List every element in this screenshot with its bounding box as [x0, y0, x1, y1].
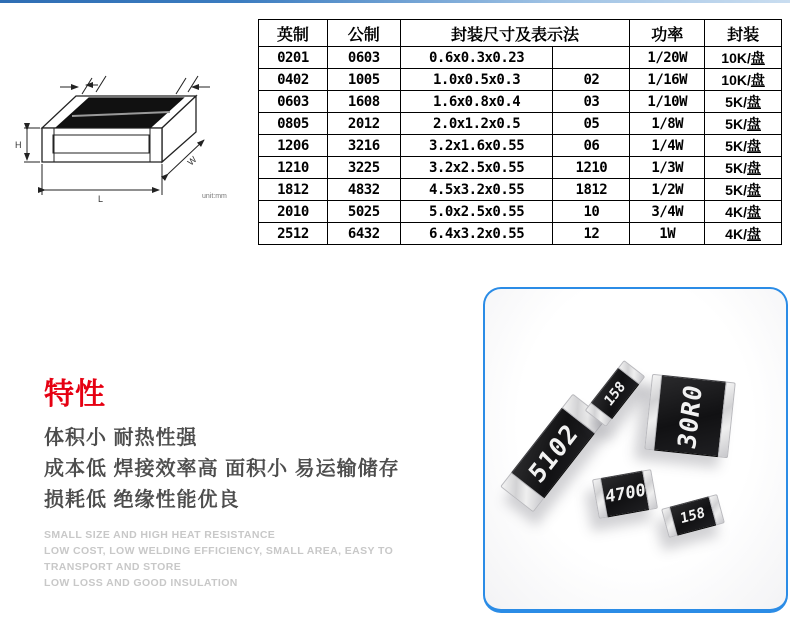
chip-marking: 30R0 [672, 380, 708, 452]
spec-cell-size: 1.6x0.8x0.4 [400, 91, 553, 113]
spec-cell-metric: 6432 [327, 223, 400, 245]
spec-cell-power: 1/8W [630, 113, 705, 135]
spec-cell-size: 5.0x2.5x0.55 [400, 201, 553, 223]
resistor-chip [644, 374, 735, 458]
spec-cell-imperial: 2512 [259, 223, 328, 245]
chip-marking: 158 [601, 377, 629, 410]
diagram-label-width: W [185, 154, 199, 168]
spec-cell-power: 1/16W [630, 69, 705, 91]
spec-cell-package: 10K/盘 [705, 69, 782, 91]
spec-row [259, 157, 782, 179]
spec-cell-power: 1W [630, 223, 705, 245]
spec-cell-package: 10K/盘 [705, 47, 782, 69]
spec-cell-metric: 3225 [327, 157, 400, 179]
spec-cell-package: 5K/盘 [705, 135, 782, 157]
feature-line-en: SMALL SIZE AND HIGH HEAT RESISTANCE [44, 529, 276, 541]
col-header-metric: 公制 [327, 20, 400, 47]
feature-line-cn: 体积小 耐热性强 [44, 427, 198, 449]
spec-cell-package: 5K/盘 [705, 179, 782, 201]
spec-cell-imperial: 0402 [259, 69, 328, 91]
spec-cell-metric: 5025 [327, 201, 400, 223]
col-header-package: 封装 [705, 20, 782, 47]
spec-cell-package: 4K/盘 [705, 223, 782, 245]
spec-cell-metric: 1005 [327, 69, 400, 91]
resistor-chip [661, 494, 725, 538]
resistor-chip [585, 360, 646, 427]
spec-cell-size: 4.5x3.2x0.55 [400, 179, 553, 201]
spec-cell-code: 06 [553, 135, 630, 157]
spec-cell-package: 5K/盘 [705, 157, 782, 179]
col-header-imperial: 英制 [259, 20, 328, 47]
resistor-chip [592, 469, 658, 519]
feature-line-cn: 成本低 焊接效率高 面积小 易运输储存 [44, 458, 400, 480]
resistor-photo [483, 287, 788, 613]
spec-cell-metric: 1608 [327, 91, 400, 113]
feature-line-en: LOW LOSS AND GOOD INSULATION [44, 577, 238, 589]
spec-cell-imperial: 1812 [259, 179, 328, 201]
spec-cell-size: 6.4x3.2x0.55 [400, 223, 553, 245]
diagram-label-length: L [98, 194, 104, 204]
spec-cell-package: 5K/盘 [705, 113, 782, 135]
feature-line-en: LOW COST, LOW WELDING EFFICIENCY, SMALL AREA, EASY TO TRANSPORT AND STORE [44, 545, 394, 573]
spec-cell-imperial: 1210 [259, 157, 328, 179]
spec-cell-package: 5K/盘 [705, 91, 782, 113]
diagram-label-unit: unit:mm [202, 193, 227, 200]
spec-table-body [259, 47, 782, 245]
spec-cell-power: 1/2W [630, 179, 705, 201]
spec-cell-power: 1/20W [630, 47, 705, 69]
spec-cell-size: 3.2x2.5x0.55 [400, 157, 553, 179]
spec-cell-metric: 4832 [327, 179, 400, 201]
spec-row [259, 47, 782, 69]
spec-cell-code: 1210 [553, 157, 630, 179]
chip-marking: 158 [679, 504, 707, 528]
spec-cell-imperial: 2010 [259, 201, 328, 223]
col-header-power: 功率 [630, 20, 705, 47]
spec-cell-imperial: 1206 [259, 135, 328, 157]
spec-cell-imperial: 0201 [259, 47, 328, 69]
chip-marking: 5102 [522, 417, 584, 489]
spec-cell-code: 03 [553, 91, 630, 113]
spec-header-row [259, 20, 782, 47]
spec-cell-code: 12 [553, 223, 630, 245]
spec-cell-size: 0.6x0.3x0.23 [400, 47, 553, 69]
feature-line-cn: 损耗低 绝缘性能优良 [44, 489, 240, 511]
spec-cell-power: 1/10W [630, 91, 705, 113]
spec-row [259, 223, 782, 245]
chip-marking: 4700 [604, 480, 646, 508]
spec-cell-size: 1.0x0.5x0.3 [400, 69, 553, 91]
spec-cell-size: 3.2x1.6x0.55 [400, 135, 553, 157]
spec-row [259, 179, 782, 201]
spec-cell-code: 02 [553, 69, 630, 91]
spec-cell-code: 10 [553, 201, 630, 223]
top-divider-line [0, 0, 790, 3]
spec-cell-imperial: 0603 [259, 91, 328, 113]
spec-cell-code: 05 [553, 113, 630, 135]
spec-cell-power: 3/4W [630, 201, 705, 223]
spec-row [259, 201, 782, 223]
spec-row [259, 91, 782, 113]
spec-cell-size: 2.0x1.2x0.5 [400, 113, 553, 135]
resistor-dimension-diagram [10, 40, 240, 220]
spec-cell-package: 4K/盘 [705, 201, 782, 223]
spec-row [259, 135, 782, 157]
diagram-label-height: H [15, 140, 22, 150]
spec-cell-metric: 0603 [327, 47, 400, 69]
spec-row [259, 113, 782, 135]
spec-cell-code [553, 47, 630, 69]
spec-cell-metric: 3216 [327, 135, 400, 157]
spec-row [259, 69, 782, 91]
features-title: 特性 [44, 378, 106, 411]
spec-cell-power: 1/4W [630, 135, 705, 157]
chip-body [601, 471, 649, 518]
features-section [44, 369, 464, 591]
package-spec-table [258, 19, 782, 245]
chip-body [654, 375, 726, 457]
spec-cell-imperial: 0805 [259, 113, 328, 135]
spec-cell-code: 1812 [553, 179, 630, 201]
spec-cell-power: 1/3W [630, 157, 705, 179]
spec-cell-metric: 2012 [327, 113, 400, 135]
col-header-size-notation: 封装尺寸及表示法 [400, 20, 630, 47]
